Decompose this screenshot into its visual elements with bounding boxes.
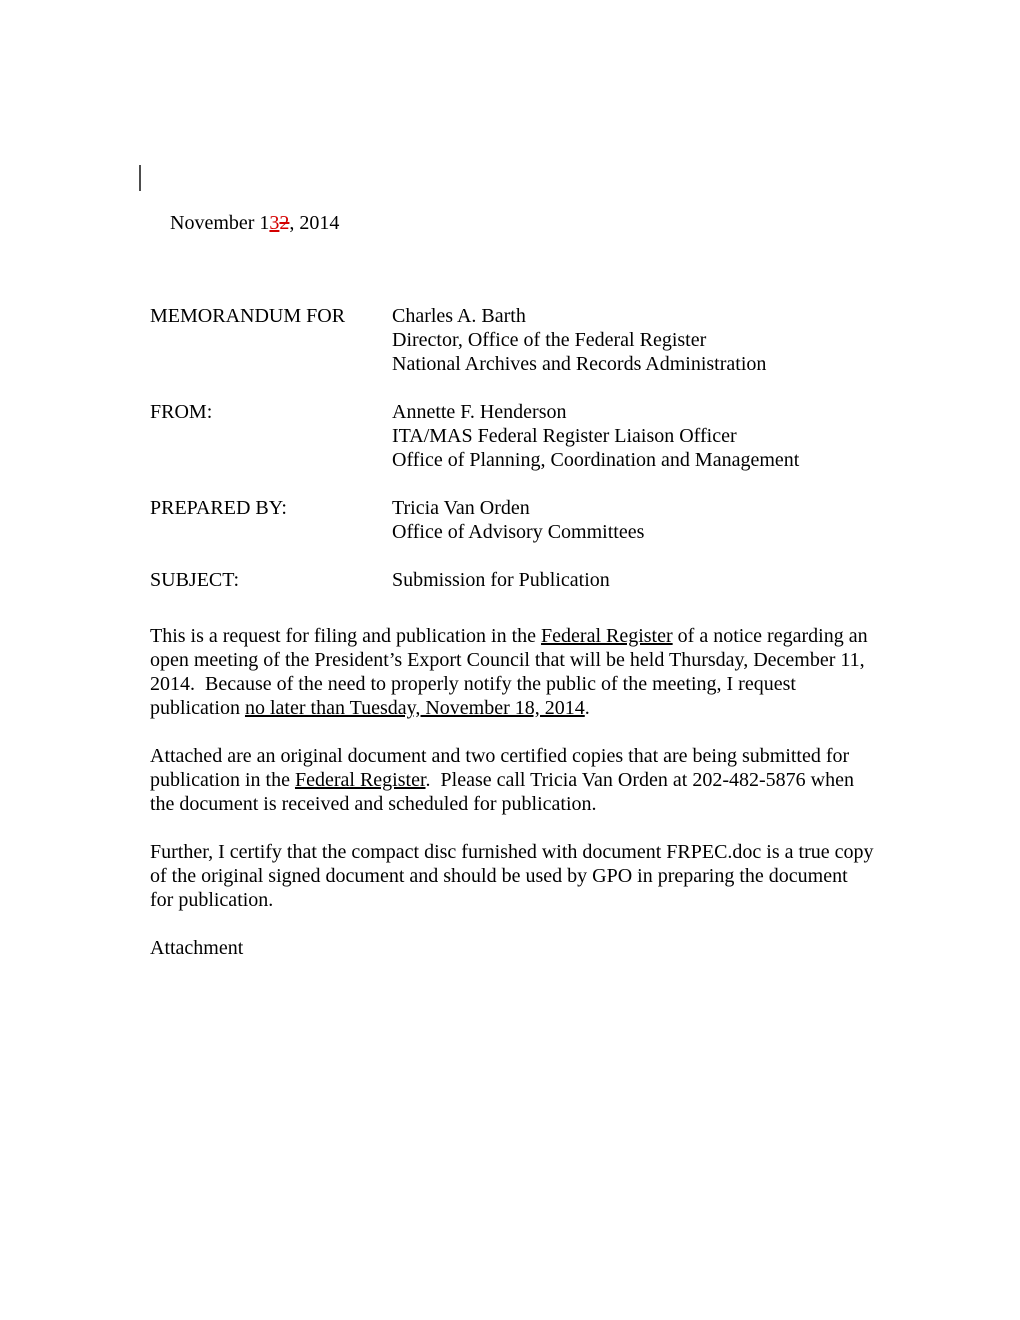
memo-field-value (392, 304, 874, 376)
memo-field-value (392, 496, 874, 544)
text-segment-plain: . Please call Tricia Van Orden at 202-482-5876 when the document is received and scheduled for publication. (150, 769, 859, 815)
text-segment-plain: , 2014 (289, 212, 340, 234)
memo-value-line: National Archives and Records Administration (392, 353, 767, 375)
text-segment-plain: Attachment (150, 937, 244, 959)
memo-value-line: Tricia Van Orden (392, 497, 530, 519)
memo-value-line: Office of Planning, Coordination and Management (392, 449, 800, 471)
text-segment-plain: Attached are an original document and two certified copies that are being submitted for publication in the (150, 745, 855, 791)
memo-row-from (150, 400, 874, 472)
memo-value-line: ITA/MAS Federal Register Liaison Officer (392, 425, 737, 447)
memo-row-memorandum-for (150, 304, 874, 376)
text-segment-underline: no later than Tuesday, November 18, 2014 (244, 697, 585, 719)
attachment-line (150, 936, 874, 960)
text-segment-plain: Further, I certify that the compact disc furnished with document FRPEC.doc is a true copy of the original signed document and should be used by GPO in preparing the document for publication. (150, 841, 879, 911)
memo-field-value (392, 400, 874, 472)
memo-field-label: MEMORANDUM FOR (150, 305, 346, 327)
memo-value-line: Charles A. Barth (392, 305, 526, 327)
text-segment-insertion: 3 (269, 212, 280, 234)
body-paragraph-request (150, 624, 874, 720)
text-segment-underline: Federal Register (541, 625, 673, 647)
memo-value-line: Director, Office of the Federal Register (392, 329, 707, 351)
text-segment-plain: . (584, 697, 590, 719)
revision-change-bar (139, 165, 141, 191)
text-segment-plain: This is a request for filing and publication in the (150, 625, 542, 647)
memo-field-label: SUBJECT: (150, 569, 240, 591)
memo-value-line: Office of Advisory Committees (392, 521, 645, 543)
text-segment-plain: November 1 (170, 212, 270, 234)
body-paragraph-certify (150, 840, 879, 912)
memo-field-label: FROM: (150, 401, 213, 423)
memo-row-subject (150, 568, 874, 592)
date-line (150, 163, 874, 235)
document-content (150, 163, 879, 960)
text-segment-underline: Federal Register (294, 769, 426, 791)
text-segment-plain: of a notice regarding an open meeting of the President’s Export Council that will be held Thursday, December 11, 2014. Because of the need to properly notify the public of the meeting, I request publication (150, 625, 873, 719)
memo-row-prepared-by (150, 496, 874, 544)
memo-value-line: Submission for Publication (392, 569, 610, 591)
memo-field-label: PREPARED BY: (150, 497, 287, 519)
text-segment-deletion: 2 (279, 212, 290, 234)
memo-body (150, 624, 879, 960)
memo-field-value (392, 568, 874, 592)
memo-value-line: Annette F. Henderson (392, 401, 567, 423)
body-paragraph-attached (150, 744, 874, 816)
